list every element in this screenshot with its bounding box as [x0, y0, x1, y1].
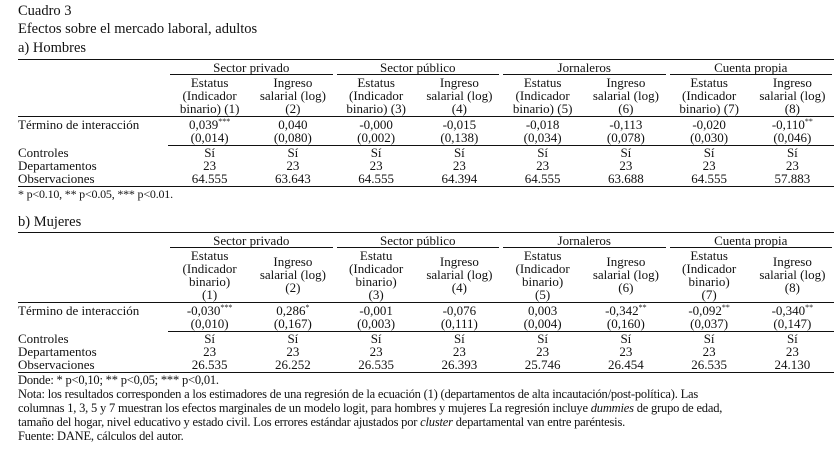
table-cell [501, 172, 584, 185]
column-header-line: salarial (log) [426, 267, 493, 282]
panel-label: a) Hombres [18, 40, 87, 56]
cell-value: (0,138) [440, 130, 479, 145]
table-cell [335, 172, 418, 185]
column-header-line: (8) [784, 280, 800, 295]
column-header-line: Ingreso [273, 254, 313, 269]
cell-value: 23 [702, 344, 716, 359]
cell-value: (0,167) [273, 316, 312, 331]
cell-value: (0,160) [606, 316, 645, 331]
cell-value: 26.535 [691, 357, 727, 372]
cell-value: Sí [453, 145, 465, 160]
cell-value: 64.555 [191, 171, 228, 186]
column-header-line: (Indicador [349, 87, 404, 103]
results-table [18, 60, 834, 186]
row-label-blank [18, 234, 168, 248]
cell-value: 26.393 [441, 357, 478, 372]
group-header: Cuenta propia [670, 61, 833, 75]
column-header-line: salarial (log) [426, 87, 493, 103]
table-cell [418, 172, 501, 185]
table-cell [584, 317, 667, 330]
table-cell [584, 172, 667, 185]
table-row-se [18, 317, 834, 330]
row-label: Observaciones [18, 171, 95, 186]
row-label-blank [18, 248, 168, 301]
column-header-line: Ingreso [606, 74, 646, 90]
cell-value: 0,040 [278, 117, 308, 132]
column-header-line: (Indicador [515, 260, 570, 276]
row-label: Término de interacción [18, 303, 140, 318]
significance-note: Donde: * p<0,10; ** p<0,05; *** p<0,01. [18, 373, 219, 387]
column-header-row [18, 248, 834, 301]
cell-value: -0,110 [771, 117, 805, 132]
cell-value: 23 [203, 344, 217, 359]
cell-value: 64.555 [691, 171, 727, 186]
cell-value: 23 [536, 158, 550, 173]
cell-value: (0,004) [523, 316, 562, 331]
table-cell [584, 358, 667, 371]
column-header-line: Ingreso [439, 74, 479, 90]
cell-value: -0,018 [525, 117, 560, 132]
column-header [668, 248, 751, 301]
cell-value: 26.535 [191, 357, 228, 372]
cell-value: 23 [536, 344, 550, 359]
column-header-line: salarial (log) [759, 267, 826, 282]
significance-stars: * [305, 303, 310, 312]
column-header-line: binario) [688, 273, 730, 289]
significance-stars: *** [220, 303, 233, 312]
cell-value: 23 [785, 158, 799, 173]
column-header-line: Ingreso [439, 254, 479, 269]
cell-value: (0,147) [773, 316, 812, 331]
column-header-line: salarial (log) [259, 87, 326, 103]
column-header-line: binario) (1) [179, 100, 240, 116]
table-cell [335, 131, 418, 144]
table-cell [335, 358, 418, 371]
table-title: Efectos sobre el mercado laboral, adultos [18, 21, 258, 37]
cell-value: 23 [452, 344, 466, 359]
column-header-line: binario) (7) [679, 100, 739, 116]
column-header-line: binario) [522, 273, 564, 289]
cell-value: 0,039 [189, 117, 219, 132]
column-header-line: salarial (log) [592, 87, 659, 103]
significance-stars: ** [721, 303, 730, 312]
group-header: Sector público [337, 61, 500, 75]
table-cell [584, 131, 667, 144]
cell-value: Sí [786, 331, 798, 346]
column-header [335, 248, 418, 301]
cell-value: -0,113 [609, 117, 643, 132]
column-header-line: Ingreso [772, 254, 812, 269]
cell-value: -0,001 [359, 303, 393, 318]
table-cell [668, 358, 751, 371]
significance-stars: ** [805, 303, 814, 312]
table-cell [668, 317, 751, 330]
column-header-line: (5) [535, 286, 551, 302]
cell-value: -0,092 [688, 303, 722, 318]
cell-value: 23 [286, 158, 300, 173]
group-header: Sector público [337, 234, 500, 248]
significance-footnote: * p<0.10, ** p<0.05, *** p<0.01. [18, 187, 173, 201]
column-header [751, 248, 834, 301]
table-cell [668, 172, 751, 185]
table-cell [418, 131, 501, 144]
cell-value: 23 [619, 344, 633, 359]
column-header [335, 75, 418, 115]
column-header [251, 248, 334, 301]
cell-value: (0,003) [357, 316, 396, 331]
cell-value: 23 [369, 158, 383, 173]
column-header-line: binario) (3) [346, 100, 406, 116]
column-header-line: (2) [285, 100, 301, 116]
cell-value: 26.252 [275, 357, 311, 372]
table-cell [168, 172, 251, 185]
note-text: tamaño del hogar, nivel educativo y estado civil. Los errores estándar ajustados por [18, 415, 421, 429]
column-header-line: (6) [618, 100, 634, 116]
table-cell [501, 358, 584, 371]
column-header-line: Estatus [690, 74, 728, 90]
table-row-observaciones [18, 172, 834, 185]
table-cell [251, 317, 334, 330]
cell-value: (0,078) [606, 130, 645, 145]
cell-value: -0,342 [605, 303, 639, 318]
note-emphasis: cluster [420, 415, 453, 429]
row-label: Observaciones [18, 357, 95, 372]
column-header-line: Estatu [359, 247, 393, 263]
cell-value: (0,010) [190, 316, 229, 331]
column-header-line: (8) [784, 100, 800, 116]
row-label-blank [18, 61, 168, 75]
group-header-row [18, 61, 834, 75]
cell-value: 0,286 [276, 303, 306, 318]
column-header-line: Estatus [190, 247, 229, 263]
column-header-line: (Indicador [182, 260, 237, 276]
significance-stars: ** [638, 303, 647, 312]
row-label: Controles [18, 145, 69, 160]
column-header-line: Estatus [523, 74, 562, 90]
column-header-line: (Indicador [515, 87, 570, 103]
table-cell [501, 317, 584, 330]
table-cell [418, 317, 501, 330]
note-text: de grupo de edad, [633, 401, 723, 415]
results-table [18, 233, 834, 372]
column-header-line: binario) [189, 273, 231, 289]
group-header: Sector privado [170, 234, 333, 248]
column-header-line: Estatus [690, 247, 728, 263]
cell-value: 24.130 [774, 357, 811, 372]
row-label [18, 131, 168, 144]
cell-value: Sí [370, 331, 382, 346]
rule [168, 145, 834, 146]
column-header-line: (3) [368, 286, 384, 302]
column-header [501, 248, 584, 301]
group-header-row [18, 234, 834, 248]
table-cell [168, 131, 251, 144]
cell-value: Sí [620, 331, 632, 346]
panel-label: b) Mujeres [18, 214, 82, 230]
cell-value: 23 [286, 344, 300, 359]
table-number: Cuadro 3 [18, 3, 72, 19]
cell-value: Sí [287, 145, 299, 160]
table-cell [751, 317, 834, 330]
table-cell [251, 131, 334, 144]
cell-value: Sí [703, 331, 715, 346]
table-cell [751, 358, 834, 371]
cell-value: (0,030) [690, 130, 729, 145]
cell-value: 23 [203, 158, 217, 173]
cell-value: 64.555 [358, 171, 394, 186]
rule [18, 302, 834, 303]
cell-value: (0,014) [190, 130, 229, 145]
table-cell [668, 131, 751, 144]
cell-value: Sí [287, 331, 299, 346]
row-label-blank [18, 75, 168, 115]
column-header-line: (6) [618, 280, 634, 295]
table-cell [251, 358, 334, 371]
column-header [168, 248, 251, 301]
cell-value: (0,037) [690, 316, 729, 331]
row-label: Departamentos [18, 158, 97, 173]
rule [18, 116, 834, 117]
cell-value: Sí [204, 331, 216, 346]
group-header: Jornaleros [503, 234, 666, 248]
cell-value: Sí [204, 145, 216, 160]
note-line-3 [18, 416, 838, 429]
rule [168, 331, 834, 332]
cell-value: 64.555 [524, 171, 561, 186]
cell-value: (0,111) [440, 316, 478, 331]
source-note: Fuente: DANE, cálculos del autor. [18, 429, 184, 443]
column-header-row [18, 75, 834, 115]
column-header-line: binario) (5) [512, 100, 573, 116]
cell-value: Sí [537, 331, 549, 346]
cell-value: -0,015 [442, 117, 477, 132]
significance-stars: ** [804, 117, 813, 126]
note-emphasis: dummies [590, 401, 634, 415]
cell-value: 23 [619, 158, 633, 173]
cell-value: -0,340 [771, 303, 806, 318]
group-header: Cuenta propia [670, 234, 833, 248]
cell-value: 23 [785, 344, 799, 359]
table-cell [168, 317, 251, 330]
table-cell [751, 131, 834, 144]
column-header [751, 75, 834, 115]
cell-value: Sí [703, 145, 715, 160]
column-header-line: binario) [355, 273, 397, 289]
cell-value: (0,046) [773, 130, 812, 145]
cell-value: 26.454 [608, 357, 644, 372]
table-cell [168, 358, 251, 371]
column-header-line: salarial (log) [592, 267, 659, 282]
table-row-observaciones [18, 358, 834, 371]
column-header [668, 75, 751, 115]
column-header-line: (Indicador [682, 260, 737, 276]
cell-value: 23 [452, 158, 466, 173]
column-header-line: (Indicador [349, 260, 404, 276]
column-header-line: salarial (log) [759, 87, 826, 103]
column-header-line: (Indicador [182, 87, 237, 103]
cell-value: -0,030 [186, 303, 221, 318]
cell-value: Sí [786, 145, 798, 160]
column-header [418, 248, 501, 301]
row-label: Término de interacción [18, 117, 140, 132]
column-header-line: (7) [701, 286, 717, 302]
column-header [584, 75, 667, 115]
cell-value: 23 [369, 344, 383, 359]
column-header-line: (4) [451, 280, 467, 295]
row-label [18, 317, 168, 330]
cell-value: Sí [370, 145, 382, 160]
note-text: columnas 1, 3, 5 y 7 muestran los efectos marginales de un modelo logit, para hombres y mujeres La regresión incluye [18, 401, 591, 415]
column-header-line: (1) [202, 286, 218, 302]
table-row-se [18, 131, 834, 144]
significance-stars: *** [218, 117, 231, 126]
column-header-line: (2) [285, 280, 301, 295]
cell-value: 25.746 [524, 357, 561, 372]
cell-value: -0,020 [692, 117, 726, 132]
cell-value: -0,076 [442, 303, 477, 318]
table-cell [335, 317, 418, 330]
column-header [501, 75, 584, 115]
note-line-1: Nota: los resultados corresponden a los estimadores de una regresión de la ecuación (1) (departamentos de alta incautación/post-política). Las [18, 387, 699, 401]
cell-value: 63.643 [275, 171, 311, 186]
note-text: departamental van entre paréntesis. [452, 415, 626, 429]
group-header: Sector privado [170, 61, 333, 75]
column-header [584, 248, 667, 301]
cell-value: 26.535 [358, 357, 394, 372]
cell-value: 57.883 [774, 171, 811, 186]
cell-value: Sí [620, 145, 632, 160]
cell-value: Sí [453, 331, 465, 346]
column-header [251, 75, 334, 115]
row-label: Controles [18, 331, 69, 346]
column-header-line: Ingreso [772, 74, 812, 90]
group-header: Jornaleros [503, 61, 666, 75]
cell-value: -0,000 [359, 117, 393, 132]
column-header-line: Ingreso [606, 254, 646, 269]
table-cell [751, 172, 834, 185]
cell-value: 0,003 [528, 303, 558, 318]
cell-value: 63.688 [608, 171, 644, 186]
table-cell [251, 172, 334, 185]
cell-value: 23 [702, 158, 716, 173]
cell-value: (0,002) [357, 130, 396, 145]
cell-value: 64.394 [441, 171, 478, 186]
cell-value: Sí [537, 145, 549, 160]
column-header-line: Estatus [523, 247, 562, 263]
column-header [418, 75, 501, 115]
table-cell [418, 358, 501, 371]
column-header-line: Ingreso [273, 74, 313, 90]
note-line-2 [18, 402, 838, 415]
column-header-line: salarial (log) [259, 267, 326, 282]
cell-value: (0,034) [523, 130, 562, 145]
column-header-line: (Indicador [682, 87, 737, 103]
column-header [168, 75, 251, 115]
cell-value: (0,080) [273, 130, 312, 145]
table-cell [501, 131, 584, 144]
column-header-line: (4) [451, 100, 467, 116]
row-label: Departamentos [18, 344, 97, 359]
column-header-line: Estatus [357, 74, 395, 90]
column-header-line: Estatus [190, 74, 229, 90]
